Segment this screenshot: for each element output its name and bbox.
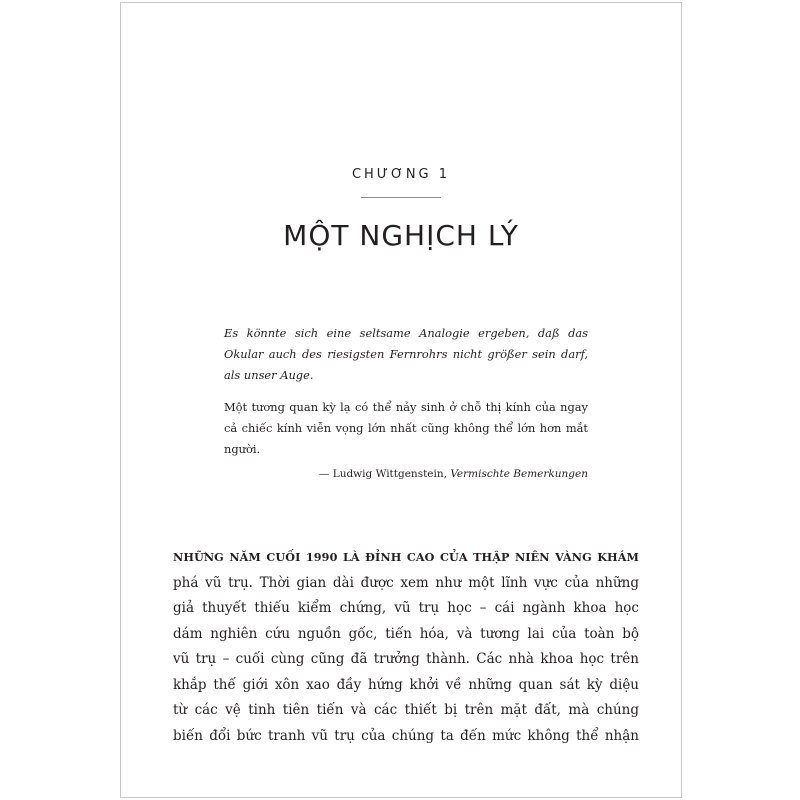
body-paragraph bbox=[173, 545, 639, 749]
chapter-divider bbox=[361, 197, 441, 198]
body-line: biến đổi bức tranh vũ trụ của chúng ta đến mức không thể nhận bbox=[173, 727, 639, 744]
body-line: vũ trụ – cuối cùng cũng đã trưởng thành. Các nhà khoa học trên bbox=[173, 651, 639, 667]
epigraph-quote-german: Es könnte sich eine seltsame Analogie ergeben, daß das Okular auch des riesigsten Fernrohrs nicht größer sein darf, als unser Auge. bbox=[224, 326, 588, 382]
body-line: khắp thế giới xôn xao đầy hứng khởi về những quan sát kỳ diệu bbox=[173, 676, 639, 693]
body-line: dám nghiên cứu nguồn gốc, tiến hóa, và tương lai của toàn bộ bbox=[173, 625, 639, 642]
epigraph-quote-vietnamese: Một tương quan kỳ lạ có thể nảy sinh ở chỗ thị kính của ngay cả chiếc kính viễn vọng lớn nhất cũng không thể lớn hơn mắt người. bbox=[224, 400, 588, 456]
body-lead-in: NHỮNG NĂM CUỐI 1990 LÀ ĐỈNH CAO CỦA THẬP NIÊN VÀNG KHÁM bbox=[173, 550, 639, 564]
attribution-author: — Ludwig Wittgenstein, bbox=[318, 468, 451, 480]
chapter-title: MỘT NGHỊCH LÝ bbox=[283, 219, 519, 252]
book-page bbox=[120, 2, 682, 798]
epigraph-attribution bbox=[224, 464, 588, 485]
body-line: phá vũ trụ. Thời gian dài được xem như một lĩnh vực của những bbox=[173, 574, 639, 591]
attribution-work: Vermischte Bemerkungen bbox=[450, 468, 588, 480]
chapter-label: CHƯƠNG 1 bbox=[351, 167, 451, 182]
body-line: từ các vệ tinh tiên tiến và các thiết bị trên mặt đất, mà chúng bbox=[173, 702, 639, 718]
body-line: giả thuyết thiếu kiểm chứng, vũ trụ học – cái ngành khoa học bbox=[173, 600, 639, 616]
epigraph bbox=[224, 323, 588, 485]
